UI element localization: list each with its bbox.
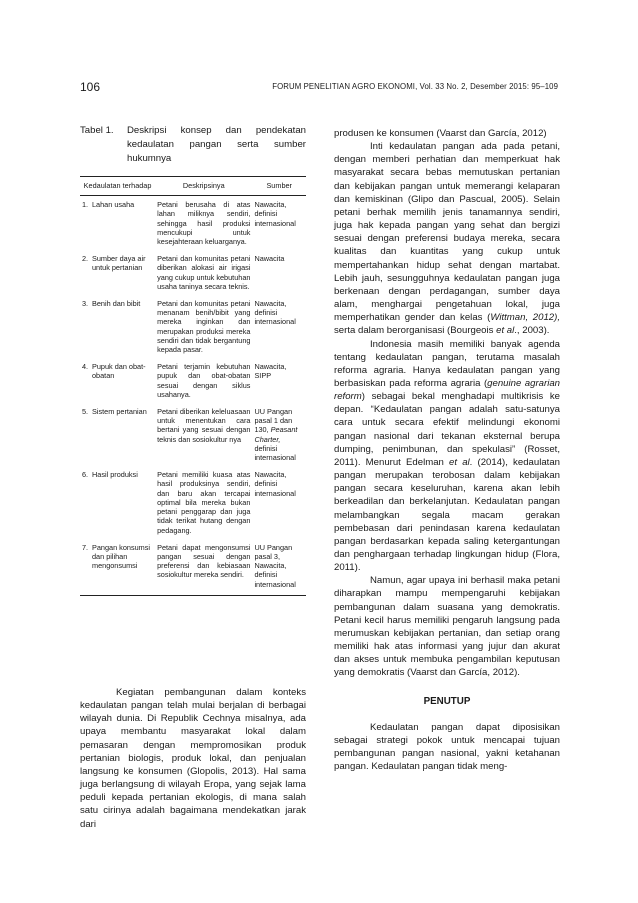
row-source: Nawacita, definisi internasional xyxy=(254,470,296,498)
row-label: Lahan usaha xyxy=(92,200,135,210)
table-header-row xyxy=(80,177,306,196)
page-number: 106 xyxy=(80,80,101,94)
table-label: Tabel 1. xyxy=(80,125,114,136)
row-label: Hasil produksi xyxy=(92,470,138,480)
row-description: Petani berusaha di atas lahan miliknya sendiri, sehingga hasil produksi mencukupi untuk kesejahteraan keluarganya. xyxy=(157,200,251,247)
source-text: UU Pangan pasal 1 dan 130, xyxy=(254,407,293,435)
table-caption xyxy=(80,124,306,166)
text-run: . (2014), kedaulatan pangan merupakan terobosan dalam kebijakan pangan secara keseluruhan, karena akan lebih berkeadilan dan berkelanjutan. Kedaulatan pangan melambangkan segala macam gerakan pembebasan dari penindasan karena kedaulatan pangan berdasarkan kepada saling ketergantungan dan penghargaan terhadap lingkungan hidup (Flora, 2011). xyxy=(334,456,560,574)
row-number: 3. xyxy=(82,299,89,309)
row-description: Petani dan komunitas petani menanam benih/bibit yang mereka inginkan dan merupakan produksi mereka sendiri dan tidak bergantung kepada pasar. xyxy=(157,299,251,355)
row-source: UU Pangan pasal 3, Nawacita, definisi internasional xyxy=(252,539,306,596)
text-run: ., 2003). xyxy=(514,325,550,337)
term-italic: genuine agrarian reform xyxy=(334,377,560,403)
citation-italic: Wittman, 2012), xyxy=(490,312,560,324)
left-column xyxy=(80,124,306,596)
row-label: Benih dan bibit xyxy=(92,299,141,309)
row-label: Pupuk dan obat-obatan xyxy=(92,362,146,381)
source-text: definisi internasional xyxy=(254,443,296,463)
table-caption-text: Deskripsi konsep dan pendekatan kedaulatan pangan serta sumber hukumnya xyxy=(127,125,306,164)
table-row xyxy=(80,358,306,403)
row-number: 7. xyxy=(82,542,89,552)
paragraph xyxy=(334,338,560,575)
table-row xyxy=(80,295,306,358)
row-number: 5. xyxy=(82,407,89,417)
row-label: Sumber daya air untuk pertanian xyxy=(92,254,146,273)
row-source: Nawacita xyxy=(254,254,285,264)
etal-italic: et al xyxy=(496,325,515,337)
table-row xyxy=(80,196,306,251)
row-number: 1. xyxy=(82,200,89,210)
row-number: 6. xyxy=(82,470,89,480)
section-heading: PENUTUP xyxy=(423,695,471,707)
left-body-text xyxy=(80,686,306,831)
running-title: FORUM PENELITIAN AGRO EKONOMI, Vol. 33 No. 2, Desember 2015: 95–109 xyxy=(272,82,558,91)
text-run: Indonesia masih memiliki banyak agenda tentang kedaulatan pangan, terutama masalah reforma agraria. Hanya kedaulatan pangan yang berbasiskan pada reforma agraria ( xyxy=(334,338,560,389)
text-run: ) sebagai bekal menghadapi multikrisis ke depan. “Kedaulatan pangan adalah satu-satunya cara untuk secara efektif melindungi ekonomi pangan nasional dari tekanan eksternal berupa dumping, penimbunan, dan spekulasi” (Rosset, 2011). Menurut Edelman xyxy=(334,391,560,468)
table-row xyxy=(80,403,306,466)
source-italic: Peasant Charter, xyxy=(254,425,298,444)
row-description: Petani terjamin kebutuhan pupuk dan obat-obatan sesuai dengan siklus usahanya. xyxy=(157,362,251,399)
header-cell: Deskripsinya xyxy=(155,177,252,196)
row-source: Nawacita, SIPP xyxy=(254,362,287,381)
row-description: Petani diberikan keleluasaan untuk menentukan cara bertani yang sesuai dengan teknis dan sosiokultur nya xyxy=(157,407,251,444)
paragraph: produsen ke konsumen (Vaarst dan García, 2012) xyxy=(334,128,547,139)
table-row xyxy=(80,250,306,295)
table-row xyxy=(80,539,306,596)
table-row xyxy=(80,466,306,538)
row-source: Nawacita, definisi internasional xyxy=(254,200,296,228)
header-cell: Kedaulatan terhadap xyxy=(80,177,155,196)
row-source: Nawacita, definisi internasional xyxy=(254,299,296,327)
page-header xyxy=(80,80,558,94)
row-number: 4. xyxy=(82,362,89,372)
row-description: Petani dapat mengonsumsi pangan sesuai dengan preferensi dan kebiasaan sosiokultur mereka sendiri. xyxy=(155,539,252,596)
row-label: Pangan konsumsi dan pilihan mengonsumsi xyxy=(92,542,151,571)
concept-table xyxy=(80,176,306,596)
paragraph: Namun, agar upaya ini berhasil maka petani diharapkan mampu mempengaruhi kebijakan pembangunan dalam suasana yang demokratis. Petani kecil harus memiliki pengaruh langsung pada merumuskan kebijakan pertanian, dan setiap orang memiliki hak atas informasi yang jujur dan akurat dan akses untuk membuka pengambilan keputusan yang demokratis (Vaarst dan García, 2012). xyxy=(334,575,560,679)
etal-italic: et al xyxy=(449,456,470,468)
row-source xyxy=(252,403,306,466)
row-number: 2. xyxy=(82,254,89,264)
text-run: Inti kedaulatan pangan ada pada petani, dengan memberi perhatian dan memperkuat hak masyarakat secara bebas memutuskan pertanian dan kebijakan pangan untuk memerangi kelaparan dan kemiskinan (Glipo dan Pascual, 2005). Selain petani berhak memilih jenis tanamannya sendiri, juga hak kepada pangan yang sehat dan bergizi sesuai dengan preferensi budaya mereka, secara kualitas dan kuantitas yang cukup untuk mempertahankan hidup sehat dengan martabat. Lebih jauh, sesungguhnya kedaulatan pangan juga berkenaan dengan perdagangan, sumber daya alam, menghargai pengetahuan lokal, juga memperhatikan gender dan kelas ( xyxy=(334,141,560,324)
header-cell: Sumber xyxy=(252,177,306,196)
row-description: Petani dan komunitas petani diberikan alokasi air irigasi yang cukup untuk kebutuhan usaha taninya secara teknis. xyxy=(157,254,251,291)
paragraph xyxy=(334,140,560,337)
row-label: Sistem pertanian xyxy=(92,407,147,417)
row-description: Petani memiliki kuasa atas hasil produksinya sendiri, dan baru akan tercapai optimal bila mereka bukan petani penggarap dan juga tidak terikat hutang dengan pedagang. xyxy=(157,470,251,535)
paragraph: Kedaulatan pangan dapat diposisikan sebagai strategi pokok untuk mencapai tujuan pembangunan pangan nasional, yakni ketahanan pangan. Kedaulatan pangan tidak meng- xyxy=(334,721,560,773)
paragraph: Kegiatan pembangunan dalam konteks kedaulatan pangan telah mulai berjalan di berbagai wilayah dunia. Di Republik Cechnya misalnya, ada upaya membantu masyarakat lokal dalam pemasaran dengan mempromosikan produk pertanian biologis, produk lokal, dan penjualan langsung ke konsumen (Glopolis, 2013). Hal sama juga berlangsung di wilayah Eropa, yang sejak lama peduli kepada pertanian ekologis, di mana salah satu cirinya adalah bagaimana mendekatkan jarak dari xyxy=(80,687,306,830)
text-run: serta dalam berorganisasi (Bourgeois xyxy=(334,325,497,337)
right-column xyxy=(334,127,560,773)
